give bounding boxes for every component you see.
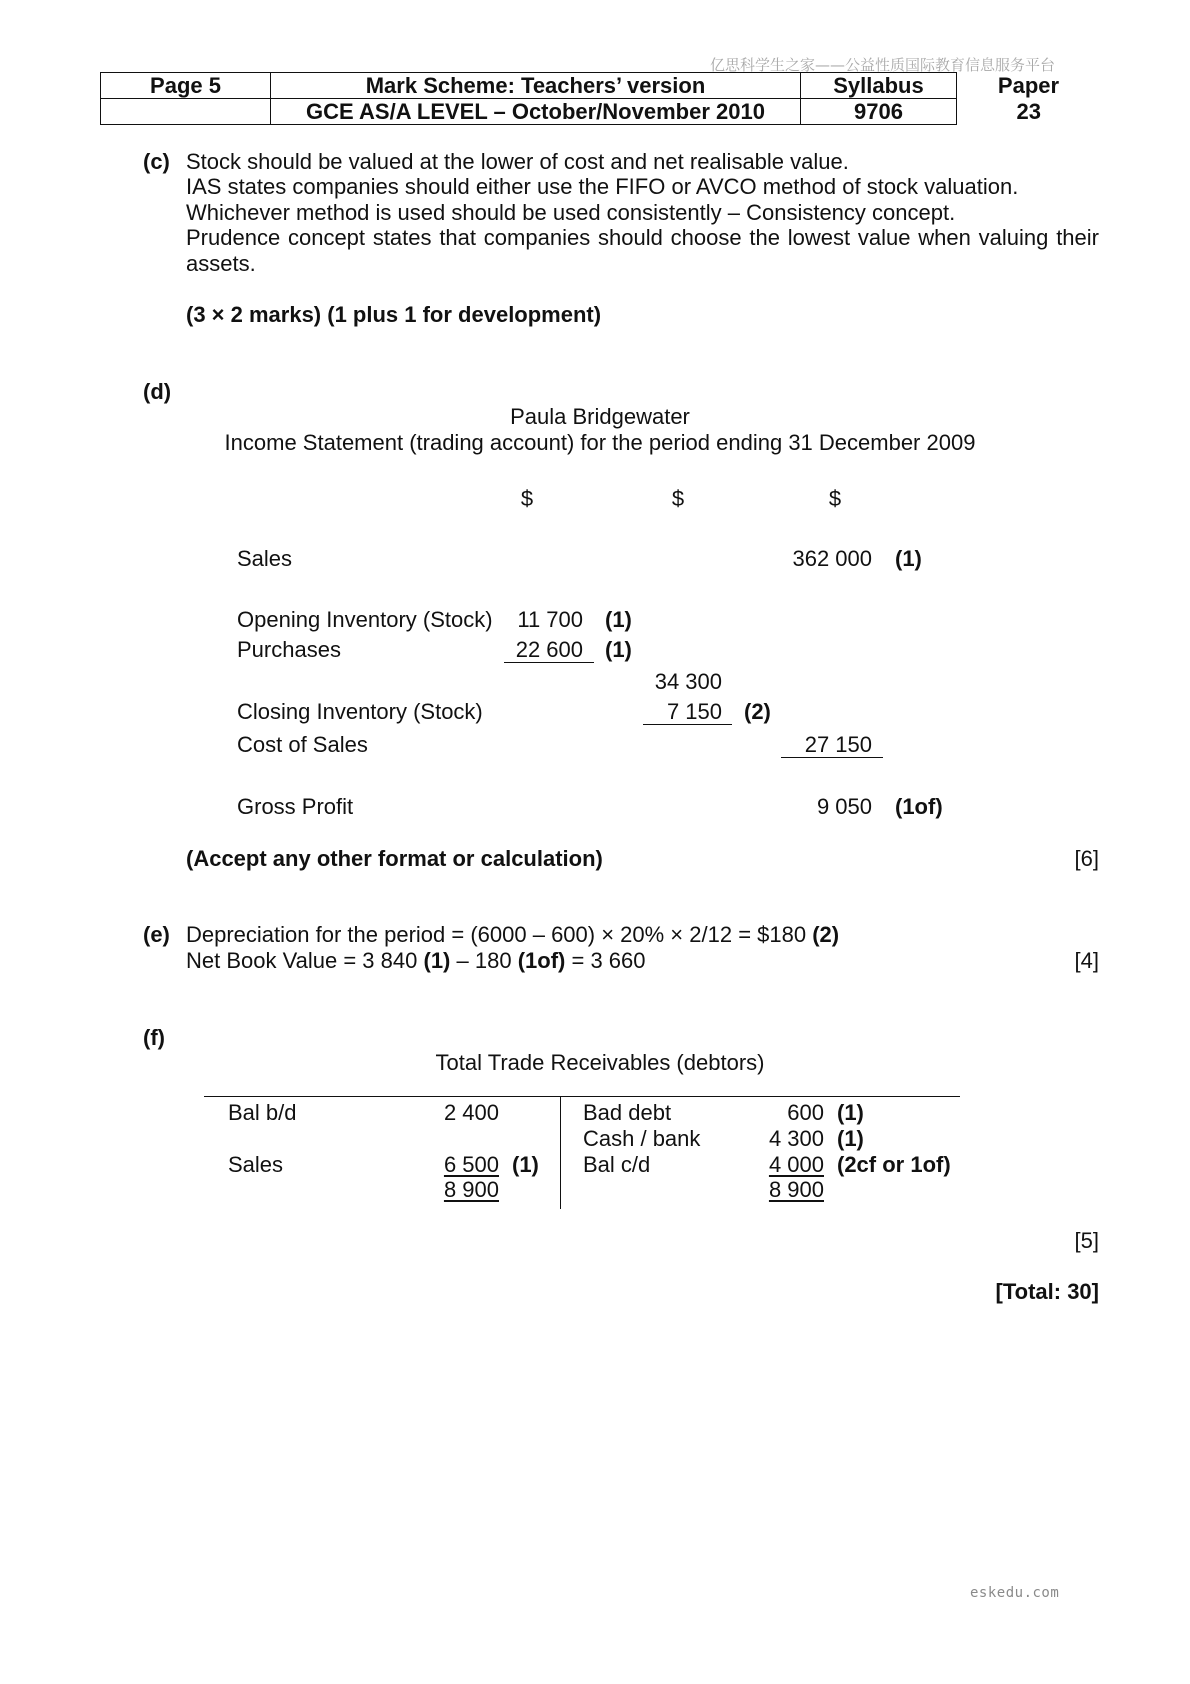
- purchases-mark: (1): [605, 637, 632, 662]
- grand-total: [Total: 30]: [995, 1279, 1099, 1304]
- part-c-line-5: assets.: [186, 251, 256, 276]
- nbv-text-2: – 180: [456, 948, 512, 973]
- credit-cash-bank-label: Cash / bank: [583, 1126, 701, 1151]
- account-title: Total Trade Receivables (debtors): [435, 1050, 765, 1075]
- part-d-total: [6]: [1074, 846, 1099, 871]
- gross-profit-value: 9 050: [816, 794, 872, 819]
- footer-site: eskedu.com: [970, 1585, 1060, 1601]
- debit-sales-value: 6 500: [443, 1152, 499, 1177]
- nbv-text-1: Net Book Value = 3 840: [186, 948, 418, 973]
- debit-sales-label: Sales: [228, 1152, 284, 1177]
- exam-session: GCE AS/A LEVEL – October/November 2010: [271, 99, 801, 125]
- business-name: Paula Bridgewater: [510, 404, 690, 429]
- part-e-total: [4]: [1074, 948, 1099, 973]
- currency-heading-3: $: [828, 486, 842, 511]
- net-book-value-line: [186, 949, 646, 973]
- depreciation-mark: (2): [812, 922, 840, 947]
- statement-title: Income Statement (trading account) for the period ending 31 December 2009: [224, 430, 976, 455]
- part-c-line-2: IAS states companies should either use the FIFO or AVCO method of stock valuation.: [186, 174, 1019, 199]
- cost-of-sales-value: 27 150: [781, 733, 883, 758]
- sales-label: Sales: [237, 546, 293, 571]
- part-c-line-1: Stock should be valued at the lower of cost and net realisable value.: [186, 149, 849, 174]
- debit-bal-bd-label: Bal b/d: [228, 1100, 297, 1125]
- goods-available-value: 34 300: [654, 669, 722, 694]
- part-c-line-3: Whichever method is used should be used consistently – Consistency concept.: [186, 200, 956, 225]
- gross-profit-mark: (1of): [895, 794, 943, 819]
- opening-inventory-mark: (1): [605, 607, 632, 632]
- closing-inventory-label: Closing Inventory (Stock): [237, 699, 483, 724]
- nbv-text-3: = 3 660: [571, 948, 646, 973]
- part-d-note: (Accept any other format or calculation): [186, 846, 603, 871]
- credit-bad-debt-value: 600: [787, 1100, 824, 1125]
- opening-inventory-label: Opening Inventory (Stock): [237, 607, 493, 632]
- credit-bad-debt-mark: (1): [837, 1100, 864, 1125]
- opening-inventory-value: 11 700: [517, 607, 583, 632]
- credit-bal-cd-label: Bal c/d: [583, 1152, 651, 1177]
- closing-inventory-mark: (2): [744, 699, 771, 724]
- credit-cash-bank-mark: (1): [837, 1126, 864, 1151]
- sales-value: 362 000: [792, 546, 872, 571]
- credit-bal-cd-mark: (2cf or 1of): [837, 1152, 951, 1177]
- t-account-divider: [560, 1096, 561, 1209]
- header-empty-cell: [101, 99, 271, 125]
- purchases-label: Purchases: [237, 637, 341, 662]
- part-f-label: (f): [143, 1025, 165, 1050]
- syllabus-label: Syllabus: [801, 73, 957, 99]
- closing-inventory-value: 7 150: [643, 700, 732, 725]
- debit-bal-bd-value: 2 400: [443, 1100, 499, 1125]
- watermark-text: 亿思科学生之家——公益性质国际教育信息服务平台: [709, 56, 1055, 74]
- depreciation-line: [186, 923, 839, 947]
- sales-mark: (1): [895, 546, 922, 571]
- credit-bad-debt-label: Bad debt: [583, 1100, 672, 1125]
- page-number: Page 5: [101, 73, 271, 99]
- cost-of-sales-label: Cost of Sales: [237, 732, 368, 757]
- part-d-label: (d): [143, 379, 172, 404]
- nbv-mark-2: (1of): [517, 948, 566, 973]
- depreciation-text: Depreciation for the period = (6000 – 600) × 20% × 2/12 = $180: [186, 922, 807, 947]
- part-e-label: (e): [143, 922, 170, 947]
- purchases-value: 22 600: [504, 638, 594, 663]
- part-c-label: (c): [143, 149, 170, 174]
- t-account-top-rule: [204, 1096, 960, 1097]
- credit-bal-cd-value: 4 000: [768, 1152, 824, 1177]
- header-row-1: [101, 73, 1101, 99]
- debit-total: 8 900: [443, 1177, 499, 1202]
- nbv-mark-1: (1): [423, 948, 451, 973]
- paper-label: Paper: [997, 72, 1060, 98]
- part-f-total: [5]: [1074, 1228, 1099, 1253]
- header-row-2: [101, 99, 1101, 125]
- credit-cash-bank-value: 4 300: [768, 1126, 824, 1151]
- syllabus-code: 9706: [801, 99, 957, 125]
- paper-number: 23: [1016, 98, 1041, 124]
- currency-heading-2: $: [671, 486, 685, 511]
- currency-heading-1: $: [520, 486, 534, 511]
- gross-profit-label: Gross Profit: [237, 794, 354, 819]
- mark-scheme-title: Mark Scheme: Teachers’ version: [271, 73, 801, 99]
- debit-sales-mark: (1): [512, 1152, 539, 1177]
- credit-total: 8 900: [768, 1177, 824, 1202]
- part-c-line-4: Prudence concept states that companies should choose the lowest value when valuing their: [186, 225, 1099, 250]
- header-table: [100, 72, 1101, 125]
- part-c-marks: (3 × 2 marks) (1 plus 1 for development): [186, 302, 602, 327]
